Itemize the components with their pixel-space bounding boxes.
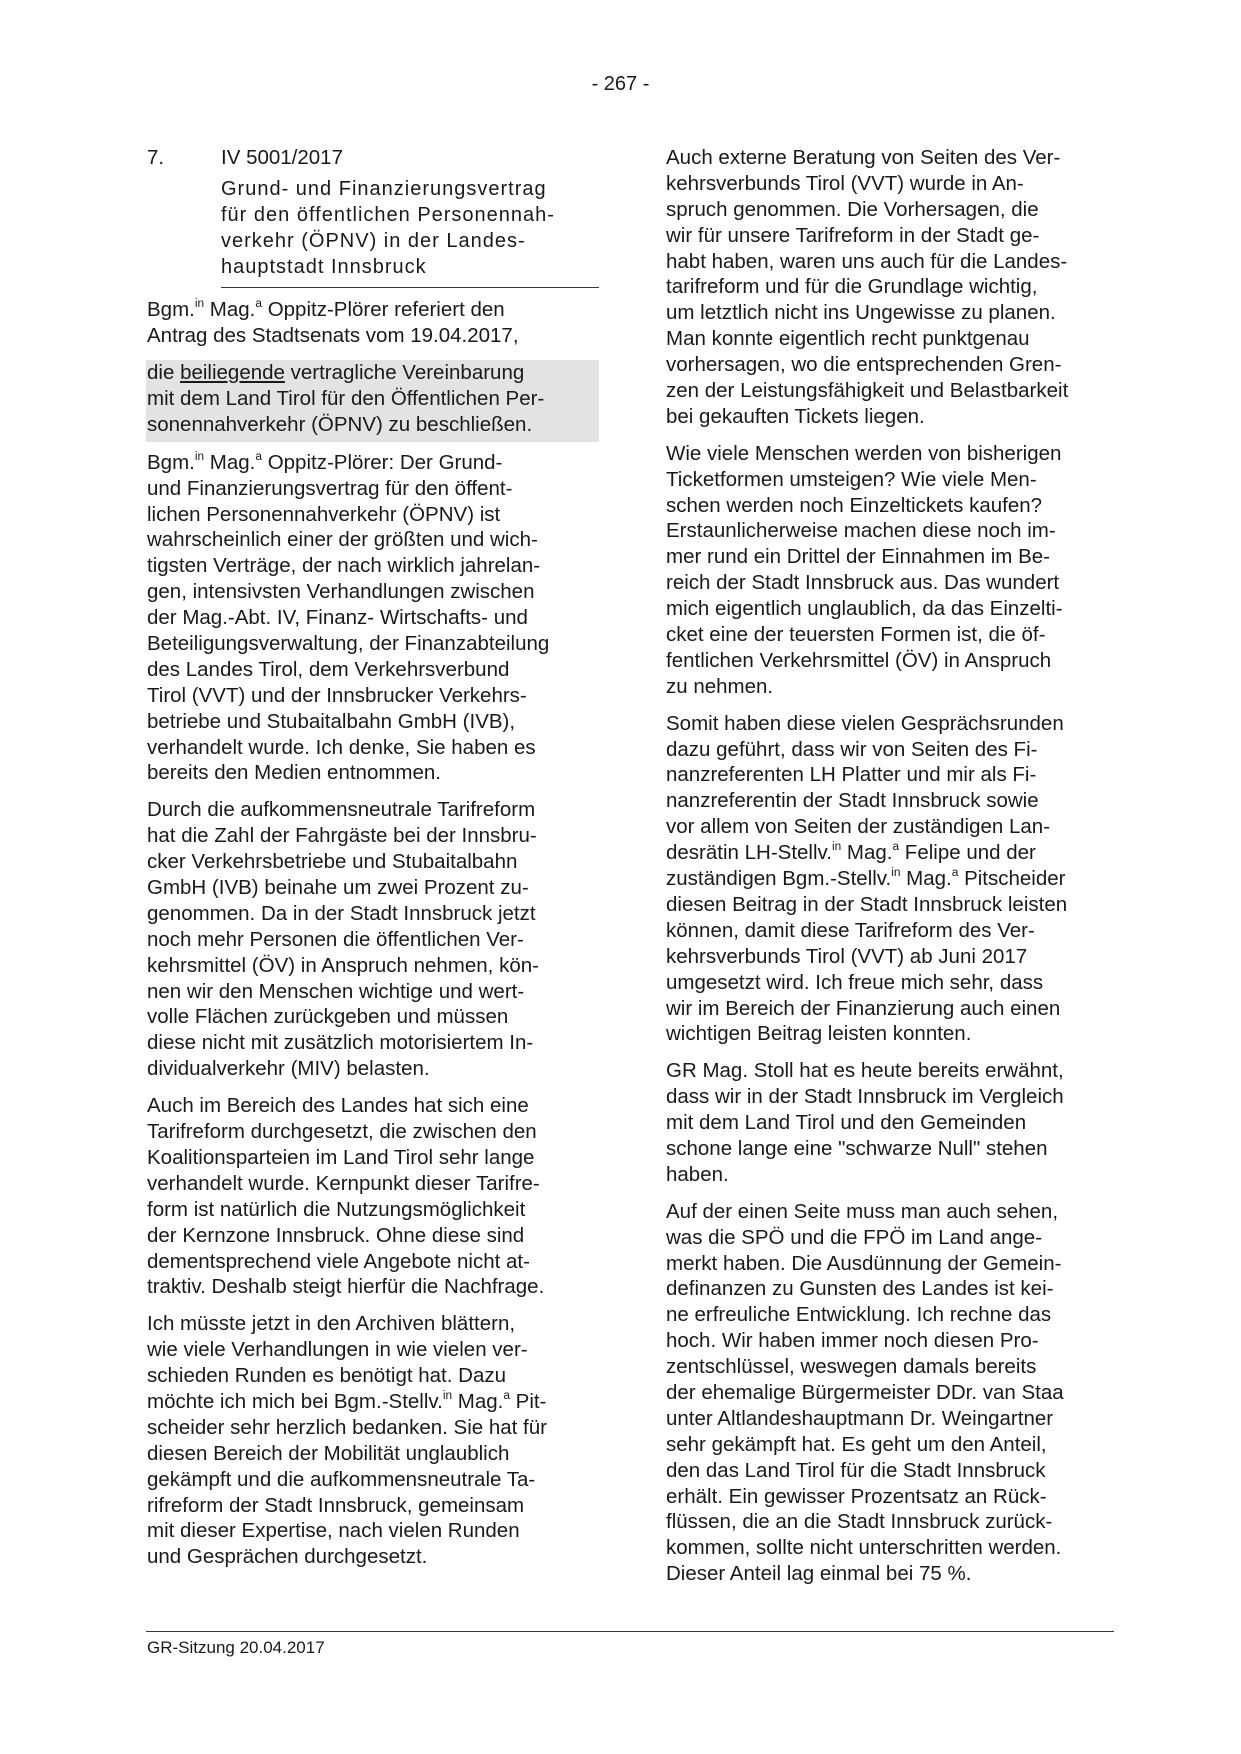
- text-line: GmbH (IVB) beinahe um zwei Prozent zu-: [147, 876, 529, 900]
- text-line: zuständigen Bgm.-Stellv.$^{in}$ Mag.$^a$ Pitscheider: [666, 865, 1066, 891]
- text-line: lichen Personennahverkehr (ÖPNV) ist: [147, 502, 501, 526]
- agenda-item-id: IV 5001/2017: [221, 146, 343, 169]
- text-line: cker Verkehrsbetriebe und Stubaitalbahn: [147, 850, 518, 874]
- text-line: nanzreferentin der Stadt Innsbruck sowie: [666, 789, 1039, 813]
- text-line: hat die Zahl der Fahrgäste bei der Innsbru-: [147, 824, 537, 848]
- body-paragraph: [147, 1093, 599, 1300]
- agenda-item-title: [221, 176, 599, 288]
- text-line: gekämpft und die aufkommensneutrale Ta-: [147, 1467, 536, 1491]
- text-line: schen werden noch Einzeltickets kaufen?: [666, 493, 1043, 517]
- text-line: form ist natürlich die Nutzungsmöglichkeit: [147, 1197, 526, 1221]
- text-line: Beteiligungsverwaltung, der Finanzabteilung: [147, 632, 550, 656]
- text-line: verhandelt wurde. Ich denke, Sie haben es: [147, 735, 536, 759]
- motion-line-suffix: vertragliche Vereinbarung: [284, 360, 525, 384]
- text-line: der Mag.-Abt. IV, Finanz- Wirtschafts- und: [147, 606, 528, 630]
- text-line: tigsten Verträge, der nach wirklich jahrelan-: [147, 554, 541, 578]
- text-line: Dieser Anteil lag einmal bei 75 %.: [666, 1562, 972, 1586]
- left-column: [147, 145, 599, 1581]
- text-line: schone lange eine "schwarze Null" stehen: [666, 1136, 1048, 1160]
- motion-line-prefix: die: [147, 360, 181, 384]
- motion-line: mit dem Land Tirol für den Öffentlichen Per-: [147, 386, 545, 410]
- text-line: diesen Beitrag in der Stadt Innsbruck leisten: [666, 892, 1068, 916]
- text-line: noch mehr Personen die öffentlichen Ver-: [147, 927, 524, 951]
- text-line: volle Flächen zurückgeben und müssen: [147, 1005, 509, 1029]
- text-line: fentlichen Verkehrsmittel (ÖV) in Anspruch: [666, 648, 1052, 672]
- text-line: nen wir den Menschen wichtige und wert-: [147, 979, 525, 1003]
- text-line: dazu geführt, dass wir von Seiten des Fi-: [666, 737, 1038, 761]
- text-line: wichtigen Beitrag leisten konnten.: [666, 1022, 972, 1046]
- body-paragraph: [666, 145, 1114, 430]
- text-line: habt haben, waren uns auch für die Landes-: [666, 249, 1068, 273]
- text-line: desrätin LH-Stellv.$^{in}$ Mag.$^a$ Felipe und der: [666, 839, 1036, 865]
- intro-line: Bgm.$^{in}$ Mag.$^a$ Oppitz-Plörer referiert den: [147, 296, 505, 321]
- text-line: hoch. Wir haben immer noch diesen Pro-: [666, 1329, 1039, 1353]
- text-line: Ticketformen umsteigen? Wie viele Men-: [666, 467, 1037, 491]
- body-paragraph: [666, 1199, 1114, 1587]
- text-line: wir für unsere Tarifreform in der Stadt ge-: [666, 223, 1040, 247]
- text-line: vor allem von Seiten der zuständigen Lan-: [666, 815, 1051, 839]
- agenda-item-number: 7.: [147, 146, 165, 169]
- agenda-item-header: [147, 145, 599, 171]
- text-line: schieden Runden es benötigt hat. Dazu: [147, 1364, 507, 1388]
- intro-paragraph: [147, 297, 599, 349]
- agenda-title-line: hauptstadt Innsbruck: [221, 256, 427, 278]
- body-paragraph: [666, 1058, 1114, 1187]
- text-line: kehrsmittel (ÖV) in Anspruch nehmen, kön-: [147, 953, 539, 977]
- text-line: vorhersagen, wo die entsprechenden Gren-: [666, 353, 1062, 377]
- text-line: betriebe und Stubaitalbahn GmbH (IVB),: [147, 709, 516, 733]
- page-number: - 267 -: [591, 73, 650, 95]
- text-line: der Kernzone Innsbruck. Ohne diese sind: [147, 1223, 525, 1247]
- right-body-text: [666, 145, 1114, 1587]
- text-line: Wie viele Menschen werden von bisherigen: [666, 441, 1062, 465]
- attachment-reference: beiliegende: [180, 360, 285, 384]
- text-line: und Gesprächen durchgesetzt.: [147, 1545, 428, 1569]
- text-line: diesen Bereich der Mobilität unglaublich: [147, 1441, 510, 1465]
- text-line: Auch externe Beratung von Seiten des Ver-: [666, 146, 1061, 169]
- text-line: rifreform der Stadt Innsbruck, gemeinsam: [147, 1493, 525, 1517]
- body-paragraph: [147, 450, 599, 787]
- text-line: sehr gekämpft hat. Es geht um den Anteil,: [666, 1432, 1047, 1456]
- text-line: umgesetzt wird. Ich freue mich sehr, dass: [666, 970, 1044, 994]
- text-line: wahrscheinlich einer der größten und wich-: [147, 528, 538, 552]
- text-line: Tarifreform durchgesetzt, die zwischen den: [147, 1120, 537, 1144]
- text-line: diese nicht mit zusätzlich motorisiertem In-: [147, 1031, 534, 1055]
- text-line: kommen, sollte nicht unterschritten werden.: [666, 1536, 1062, 1560]
- text-line: wir im Bereich der Finanzierung auch einen: [666, 996, 1061, 1020]
- text-line: mit dem Land Tirol und den Gemeinden: [666, 1111, 1027, 1135]
- text-line: scheider sehr herzlich bedanken. Sie hat für: [147, 1415, 547, 1439]
- text-line: gen, intensivsten Verhandlungen zwischen: [147, 580, 535, 604]
- text-line: genommen. Da in der Stadt Innsbruck jetzt: [147, 901, 536, 925]
- text-line: kehrsverbunds Tirol (VVT) ab Juni 2017: [666, 944, 1028, 968]
- text-line: cket eine der teuersten Formen ist, die öf-: [666, 623, 1046, 647]
- footer-session-date: GR-Sitzung 20.04.2017: [147, 1638, 325, 1657]
- text-line: tarifreform und für die Grundlage wichtig,: [666, 275, 1038, 299]
- text-line: zu nehmen.: [666, 674, 774, 698]
- text-line: zentschlüssel, weswegen damals bereits: [666, 1355, 1037, 1379]
- text-line: nanzreferenten LH Platter und mir als Fi-: [666, 763, 1037, 787]
- body-paragraph: [666, 711, 1114, 1048]
- text-line: und Finanzierungsvertrag für den öffent-: [147, 476, 513, 500]
- body-paragraph: [147, 1311, 599, 1570]
- agenda-title-line: für den öffentlichen Personennah-: [221, 204, 555, 226]
- motion-line: sonennahverkehr (ÖPNV) zu beschließen.: [147, 412, 533, 436]
- footer-divider: [146, 1631, 1114, 1632]
- text-line: dementsprechend viele Angebote nicht at-: [147, 1249, 530, 1273]
- text-line: Auch im Bereich des Landes hat sich eine: [147, 1094, 529, 1118]
- motion-highlight-block: [146, 360, 599, 442]
- text-line: spruch genommen. Die Vorhersagen, die: [666, 197, 1039, 221]
- body-paragraph: [666, 441, 1114, 700]
- text-line: Somit haben diese vielen Gesprächsrunden: [666, 711, 1064, 735]
- text-line: merkt haben. Die Ausdünnung der Gemein-: [666, 1251, 1062, 1275]
- text-line: mich eigentlich unglaublich, da das Einzelti-: [666, 597, 1063, 621]
- text-line: den das Land Tirol für die Stadt Innsbruck: [666, 1458, 1046, 1482]
- agenda-title-line: verkehr (ÖPNV) in der Landes-: [221, 230, 526, 252]
- text-line: Bgm.$^{in}$ Mag.$^a$ Oppitz-Plörer: Der Grund-: [147, 448, 503, 474]
- text-line: unter Altlandeshauptmann Dr. Weingartner: [666, 1406, 1054, 1430]
- left-body-text: [147, 450, 599, 1570]
- text-line: können, damit diese Tarifreform des Ver-: [666, 918, 1035, 942]
- text-line: Ich müsste jetzt in den Archiven blättern,: [147, 1312, 516, 1336]
- text-line: erhält. Ein gewisser Prozentsatz an Rück-: [666, 1484, 1047, 1508]
- text-line: zen der Leistungsfähigkeit und Belastbarkeit: [666, 379, 1069, 403]
- text-line: Koalitionsparteien im Land Tirol sehr lange: [147, 1145, 535, 1169]
- text-line: Man konnte eigentlich recht punktgenau: [666, 327, 1030, 351]
- text-line: Erstaunlicherweise machen diese noch im-: [666, 519, 1056, 543]
- text-line: flüssen, die an die Stadt Innsbruck zurück-: [666, 1510, 1053, 1534]
- text-line: Durch die aufkommensneutrale Tarifreform: [147, 798, 536, 822]
- text-line: des Landes Tirol, dem Verkehrsverbund: [147, 657, 510, 681]
- text-line: möchte ich mich bei Bgm.-Stellv.$^{in}$ Mag.$^a$ Pit-: [147, 1388, 547, 1413]
- text-line: verhandelt wurde. Kernpunkt dieser Tarifre-: [147, 1171, 540, 1195]
- text-line: mit dieser Expertise, nach vielen Runden: [147, 1519, 520, 1543]
- text-line: wie viele Verhandlungen in wie vielen ver-: [147, 1338, 528, 1362]
- text-line: definanzen zu Gunsten des Landes ist kei-: [666, 1277, 1054, 1301]
- text-line: Auf der einen Seite muss man auch sehen,: [666, 1199, 1059, 1223]
- text-line: bei gekauften Tickets liegen.: [666, 404, 925, 428]
- agenda-title-line: Grund- und Finanzierungsvertrag: [221, 178, 547, 200]
- intro-line: Antrag des Stadtsenats vom 19.04.2017,: [147, 323, 519, 347]
- text-line: dass wir in der Stadt Innsbruck im Vergleich: [666, 1085, 1064, 1109]
- right-column: [666, 145, 1114, 1598]
- text-line: bereits den Medien entnommen.: [147, 761, 442, 785]
- text-line: der ehemalige Bürgermeister DDr. van Staa: [666, 1380, 1064, 1404]
- text-line: was die SPÖ und die FPÖ im Land ange-: [666, 1225, 1043, 1249]
- body-paragraph: [147, 797, 599, 1082]
- text-line: kehrsverbunds Tirol (VVT) wurde in An-: [666, 171, 1024, 195]
- text-line: Tirol (VVT) und der Innsbrucker Verkehrs-: [147, 683, 527, 707]
- text-line: um letztlich nicht ins Ungewisse zu planen.: [666, 301, 1056, 325]
- text-line: dividualverkehr (MIV) belasten.: [147, 1057, 430, 1081]
- text-line: mer rund ein Drittel der Einnahmen im Be-: [666, 545, 1050, 569]
- text-line: traktiv. Deshalb steigt hierfür die Nachfrage.: [147, 1275, 545, 1299]
- text-line: ne erfreuliche Entwicklung. Ich rechne das: [666, 1303, 1052, 1327]
- text-line: reich der Stadt Innsbruck aus. Das wundert: [666, 571, 1060, 595]
- text-line: GR Mag. Stoll hat es heute bereits erwähnt,: [666, 1059, 1064, 1083]
- motion-line: [147, 360, 599, 386]
- text-line: haben.: [666, 1162, 729, 1186]
